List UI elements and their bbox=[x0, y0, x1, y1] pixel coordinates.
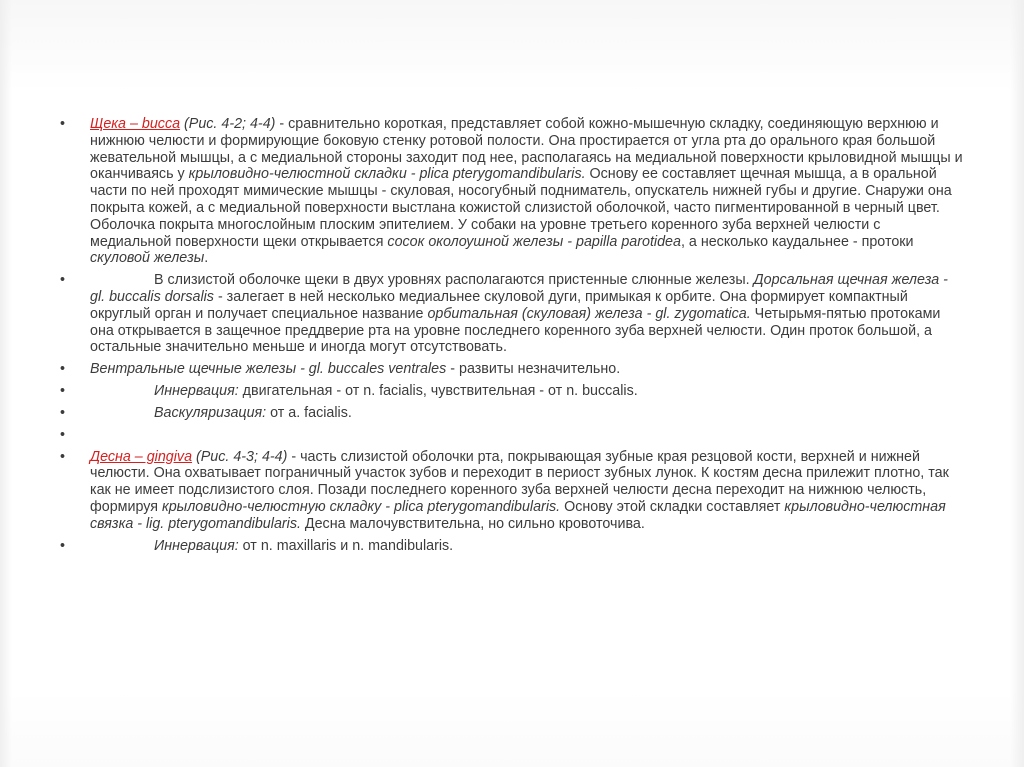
paragraph-text: , а несколько каудальнее - протоки bbox=[680, 233, 914, 250]
paragraph-text: Основу этой складки составляет bbox=[560, 498, 785, 515]
list-item-ventral-glands bbox=[60, 361, 965, 378]
term-italic: орбитальная (скуловая) железа - gl. zygomatica. bbox=[427, 305, 751, 322]
right-edge-shadow bbox=[1010, 0, 1024, 767]
paragraph-text: - часть слизистой оболочки рта, покрывающая зубные края резцовой кости, верхней и нижней челюсти. Она охватывает пограничный участок зубов и переходит в периост зубных лунок. К костям десна прилежит плотно, так как не имеет подслизистого слоя. Позади последнего коренного зуба верхней челюсти десна переходит на нижнюю челюсть, формируя bbox=[90, 448, 949, 515]
label-italic: Иннервация: bbox=[154, 382, 239, 399]
paragraph-text: от n. maxillaris и n. mandibularis. bbox=[238, 537, 454, 554]
paragraph-text: В слизистой оболочке щеки в двух уровнях располагаются пристенные слюнные железы. bbox=[154, 272, 754, 289]
term-cheek: Щека – bucca bbox=[90, 116, 181, 132]
term-italic: Дорсальная щечная железа - gl. buccalis dorsalis bbox=[90, 272, 948, 305]
label-italic: Васкуляризация: bbox=[154, 404, 267, 421]
term-italic: крыловидно-челюстной складки - plica pterygomandibularis. bbox=[188, 166, 586, 183]
term-italic: крыловидно-челюстную складку - plica pterygomandibularis. bbox=[161, 498, 561, 515]
paragraph-text: - развиты незначительно. bbox=[446, 361, 621, 378]
left-edge-shadow bbox=[0, 0, 12, 767]
bullet-glyph: • bbox=[60, 116, 66, 132]
paragraph-text: - сравнительно короткая, представляет собой кожно-мышечную складку, соединяющую верхнюю и нижнюю челюсти и формирующие боковую стенку ротовой полости. Она простирается от угла рта до орального края большой жевательной мышцы, а с медиальной стороны заходит под нее, располагаясь на медиальной поверхности крыловидной мышцы и оканчиваясь у bbox=[90, 116, 963, 183]
term-italic: сосок околоушной железы - papilla parotidea bbox=[387, 233, 681, 250]
term-italic: скуловой железы bbox=[90, 250, 205, 267]
paragraph-text: Десна малочувствительна, но сильно кровоточива. bbox=[300, 515, 645, 532]
bullet-glyph: • bbox=[60, 426, 66, 443]
bullet-glyph: • bbox=[60, 272, 66, 289]
bullet-glyph: • bbox=[60, 537, 66, 554]
paragraph-text: Основу ее составляет щечная мышца, а в оральной части по ней проходят мимические мышцы - скуловая, носогубный подниматель, опускатель нижней губы и другие. Снаружи она покрыта кожей, а с медиальной поверхности выстлана кожистой слизистой оболочкой, часто пигментированной в черный цвет. Оболочка покрыта многослойным плоским эпителием. У собаки на уровне третьего коренного зуба верхней челюсти с медиальной поверхности щеки открывается bbox=[90, 166, 952, 250]
paragraph-text: - залегает в ней несколько медиальнее скуловой дуги, примыкая к орбите. Она формирует компактный округлый орган и получает специальное название bbox=[90, 288, 908, 322]
list-item-gum bbox=[60, 449, 965, 533]
list-item-vascularization bbox=[60, 405, 965, 422]
bullet-glyph: • bbox=[60, 361, 66, 378]
term-italic: крыловидно-челюстная связка - lig. pterygomandibularis. bbox=[90, 498, 946, 532]
bullet-list bbox=[60, 116, 965, 559]
list-item-empty bbox=[60, 427, 965, 444]
list-item-buccal-glands bbox=[60, 272, 965, 356]
figure-ref: (Рис. 4-2; 4-4) bbox=[180, 116, 276, 132]
list-item-cheek bbox=[60, 116, 965, 267]
bullet-glyph: • bbox=[60, 404, 66, 421]
figure-ref: (Рис. 4-3; 4-4) bbox=[192, 448, 288, 465]
list-item-innervation bbox=[60, 383, 965, 400]
paragraph-text: . bbox=[204, 250, 209, 267]
term-gum: Десна – gingiva bbox=[90, 448, 193, 465]
term-italic: Вентральные щечные железы - gl. buccales ventrales bbox=[90, 361, 447, 378]
bullet-glyph: • bbox=[60, 382, 66, 399]
list-item-gum-innervation bbox=[60, 538, 965, 555]
bullet-glyph: • bbox=[60, 448, 66, 465]
paragraph-text: двигательная - от n. facialis, чувствительная - от n. buccalis. bbox=[238, 382, 638, 399]
paragraph-text: от a. facialis. bbox=[266, 404, 352, 421]
paragraph-text: Четырьмя-пятью протоками она открывается в защечное преддверие рта на уровне последнего коренного зуба верхней челюсти. Один проток большой, а остальные значительно меньше и иногда могут отсутствовать. bbox=[90, 305, 941, 356]
label-italic: Иннервация: bbox=[154, 537, 239, 554]
